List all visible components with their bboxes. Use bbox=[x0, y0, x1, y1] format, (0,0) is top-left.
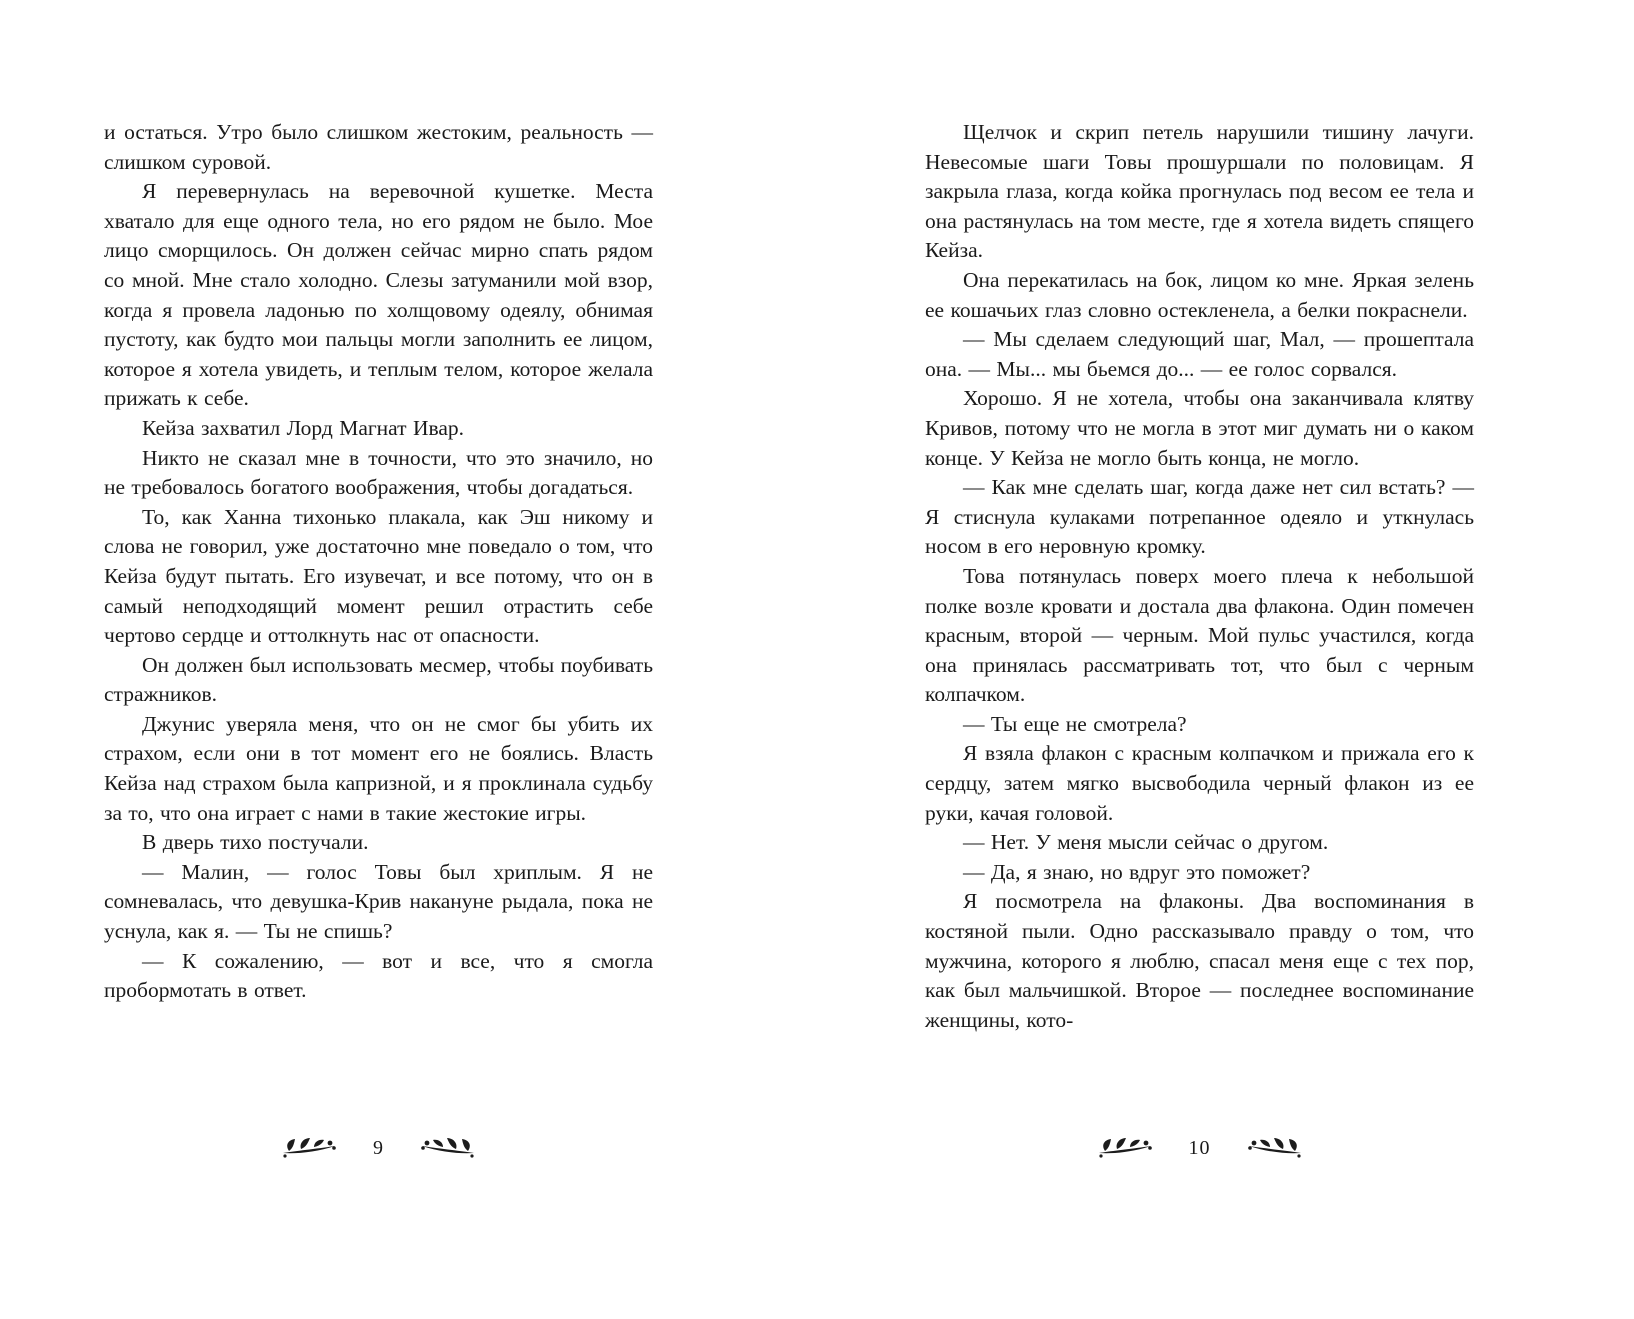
paragraph: Он должен был использовать месмер, чтобы поубивать стражников. bbox=[104, 652, 653, 707]
paragraph: Она перекатилась на бок, лицом ко мне. Яркая зелень ее кошачьих глаз словно остекленела, а белки покраснели. bbox=[925, 267, 1474, 322]
paragraph: Я перевернулась на веревочной кушетке. Места хватало для еще одного тела, но его рядом не было. Мое лицо сморщилось. Он должен сейчас мирно спать рядом со мной. Мне стало холодно. Слезы затуманили мой взор, когда я провела ладонью по холщовому одеялу, обнимая пустоту, как будто мои пальцы могли заполнить ее лицом, которое я хотела увидеть, и теплым телом, которое желала прижать к себе. bbox=[104, 179, 653, 411]
page-10-text bbox=[925, 118, 1474, 1035]
paragraph: Щелчок и скрип петель нарушили тишину лачуги. Невесомые шаги Товы прошуршали по половицам. Я закрыла глаза, когда койка прогнулась под весом ее тела и она растянулась на том месте, где я хотела видеть спящего Кейза. bbox=[925, 120, 1474, 263]
paragraph: — Как мне сделать шаг, когда даже нет сил встать? — Я стиснула кулаками потрепанное одеяло и уткнулась носом в его неровную кромку. bbox=[925, 475, 1474, 559]
page-10-footer bbox=[925, 1136, 1474, 1160]
page-number: 9 bbox=[373, 1136, 384, 1159]
floral-sprig-icon bbox=[1247, 1136, 1303, 1160]
paragraph: Хорошо. Я не хотела, чтобы она заканчивала клятву Кривов, потому что не могла в этот миг думать ни о каком конце. У Кейза не могло быть конца, не могло. bbox=[925, 386, 1474, 470]
paragraph: и остаться. Утро было слишком жестоким, реальность — слишком суровой. bbox=[104, 120, 653, 174]
paragraph: — Ты еще не смотрела? bbox=[963, 711, 1187, 736]
paragraph: То, как Ханна тихонько плакала, как Эш никому и слова не говорил, уже достаточно мне поведало о том, что Кейза будут пытать. Его изувечат, и все потому, что он в самый неподходящий момент решил отрастить себе чертово сердце и оттолкнуть нас от опасности. bbox=[104, 504, 653, 648]
paragraph: Никто не сказал мне в точности, что это значило, но не требовалось богатого воображения, чтобы догадаться. bbox=[104, 445, 653, 500]
page-9-text bbox=[104, 118, 653, 1006]
paragraph: — К сожалению, — вот и все, что я смогла пробормотать в ответ. bbox=[104, 948, 653, 1003]
floral-sprig-icon bbox=[1097, 1136, 1153, 1160]
page-number: 10 bbox=[1188, 1136, 1211, 1159]
paragraph: Джунис уверяла меня, что он не смог бы убить их страхом, если они в тот момент его не боялись. Власть Кейза над страхом была капризной, и я проклинала судьбу за то, что она играет с нами в такие жестокие игры. bbox=[104, 711, 653, 825]
floral-sprig-icon bbox=[420, 1136, 476, 1160]
paragraph: Я посмотрела на флаконы. Два воспоминания в костяной пыли. Одно рассказывало правду о том, что мужчина, которого я люблю, спасал меня еще с тех пор, как был мальчишкой. Второе — последнее воспоминание женщины, кото- bbox=[925, 889, 1474, 1032]
paragraph: — Мы сделаем следующий шаг, Мал, — прошептала она. — Мы... мы бьемся до... — ее голос сорвался. bbox=[925, 327, 1474, 381]
page-9-footer bbox=[104, 1136, 653, 1160]
paragraph: — Малин, — голос Товы был хриплым. Я не сомневалась, что девушка-Крив накануне рыдала, пока не уснула, как я. — Ты не спишь? bbox=[104, 859, 653, 944]
paragraph: — Нет. У меня мысли сейчас о другом. bbox=[963, 830, 1329, 855]
paragraph: Кейза захватил Лорд Магнат Ивар. bbox=[142, 415, 465, 440]
paragraph: В дверь тихо постучали. bbox=[142, 830, 369, 855]
paragraph: — Да, я знаю, но вдруг это поможет? bbox=[963, 859, 1311, 884]
paragraph: Това потянулась поверх моего плеча к небольшой полке возле кровати и достала два флакона. Один помечен красным, второй — черным. Мой пульс участился, когда она принялась рассматривать тот, что был с черным колпачком. bbox=[925, 563, 1474, 707]
floral-sprig-icon bbox=[281, 1136, 337, 1160]
paragraph: Я взяла флакон с красным колпачком и прижала его к сердцу, затем мягко высвободила черный флакон из ее руки, качая головой. bbox=[925, 741, 1474, 825]
